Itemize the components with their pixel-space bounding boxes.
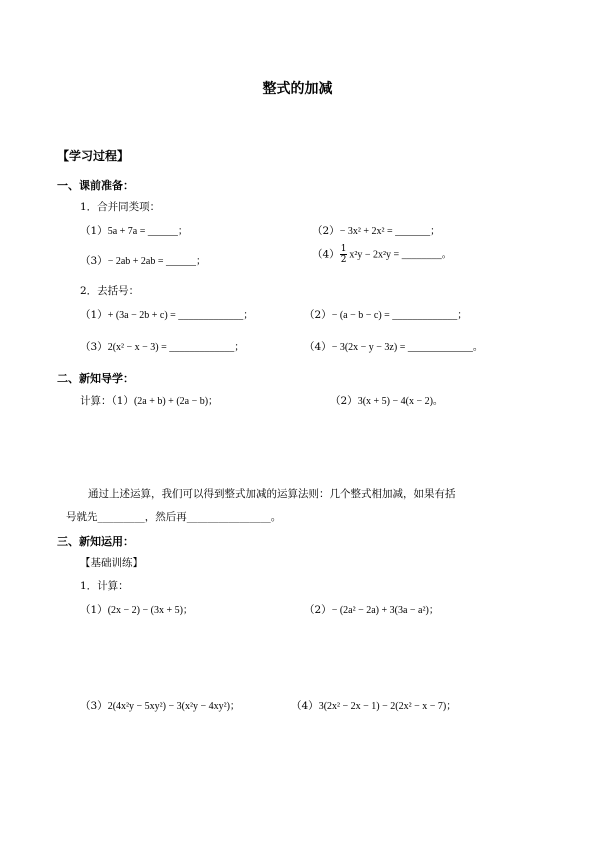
fraction-denominator: 2 (340, 255, 347, 265)
problem-expression: 3(2x² − 2x − 1) − 2(2x² − x − 7)； (318, 701, 457, 712)
problem-number: （2） (330, 395, 358, 407)
problem-number: （3） (80, 255, 108, 267)
new-knowledge-calc-2 (330, 392, 443, 408)
problem-number: （4） (304, 341, 332, 353)
exercise-2-1 (80, 306, 253, 322)
merge-like-terms-label: 1．合并同类项： (80, 201, 161, 213)
problem-expression: x²y − 2x²y = ________。 (349, 249, 452, 261)
new-knowledge-calc (80, 392, 218, 408)
problem-expression: 5a + 7a = ______； (107, 226, 188, 237)
remove-brackets-label: 2．去括号： (80, 285, 140, 297)
problem-number: （1） (111, 395, 134, 407)
rule-paragraph-line-2: 号就先_________，然后再________________。 (66, 511, 282, 523)
exercise-2-4 (304, 338, 483, 354)
problem-number: （1） (80, 604, 108, 616)
problem-number: （4） (312, 248, 340, 261)
problem-number: （3） (80, 700, 108, 712)
problem-expression: − (2a² − 2a) + 3(3a − a²)； (331, 605, 439, 616)
problem-expression: + (3a − 2b + c) = _____________； (107, 310, 254, 321)
exercise-1-4 (312, 244, 452, 265)
basic-training-label: 【基础训练】 (80, 557, 143, 569)
rule-paragraph-line-1: 通过上述运算，我们可以得到整式加减的运算法则：几个整式相加减，如果有括 (88, 488, 456, 500)
section-2-heading: 二、新知导学： (57, 372, 134, 385)
problem-expression: − 3x² + 2x² = _______； (339, 226, 441, 237)
problem-expression: (2a + b) + (2a − b)； (133, 396, 219, 407)
problem-expression: 2(4x²y − 5xy²) − 3(x²y − 4xy²)； (107, 701, 240, 712)
problem-number: （1） (80, 309, 108, 321)
exercise-3-2 (304, 601, 439, 617)
exercise-1-3 (80, 252, 206, 268)
exercise-2-2 (304, 306, 467, 322)
problem-number: （2） (304, 604, 332, 616)
exercise-3-1 (80, 601, 193, 617)
problem-number: （2） (312, 225, 340, 237)
problem-number: （2） (304, 309, 332, 321)
exercise-1-2 (312, 222, 440, 238)
page-title: 整式的加减 (262, 81, 333, 97)
calc-label-2: 1．计算： (80, 580, 129, 592)
problem-number: （3） (80, 341, 108, 353)
problem-expression: (2x − 2) − (3x + 5)； (107, 605, 193, 616)
section-learning-process: 【学习过程】 (57, 149, 130, 163)
section-1-heading: 一、课前准备： (57, 179, 134, 192)
problem-expression: − 2ab + 2ab = ______； (107, 256, 206, 267)
fraction (340, 244, 348, 265)
calc-label: 计算： (80, 395, 112, 407)
problem-expression: 2(x² − x − 3) = _____________； (107, 342, 245, 353)
problem-expression: 3(x + 5) − 4(x − 2)。 (357, 396, 443, 407)
fraction-numerator: 1 (340, 244, 347, 254)
problem-expression: − (a − b − c) = _____________； (331, 310, 468, 321)
section-3-heading: 三、新知运用： (57, 535, 134, 548)
problem-expression: − 3(2x − y − 3z) = _____________。 (331, 342, 483, 353)
exercise-3-3 (80, 697, 240, 713)
exercise-1-1 (80, 222, 188, 238)
exercise-2-3 (80, 338, 244, 354)
problem-number: （4） (291, 700, 319, 712)
problem-number: （1） (80, 225, 108, 237)
exercise-3-4 (291, 697, 456, 713)
